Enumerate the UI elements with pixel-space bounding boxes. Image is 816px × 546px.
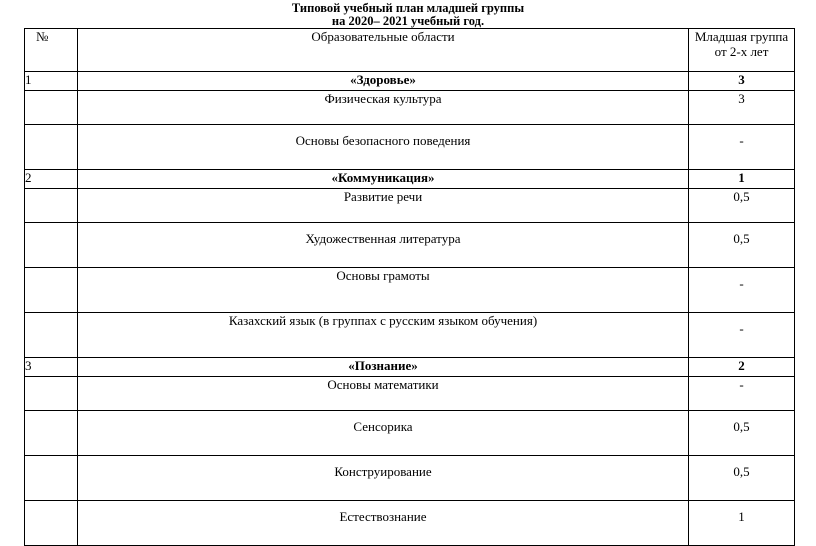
subject-name: Конструирование	[78, 456, 689, 501]
subject-name: Основы безопасного поведения	[78, 125, 689, 170]
section-number: 3	[25, 358, 78, 377]
empty-cell	[25, 189, 78, 223]
header-areas: Образовательные области	[78, 29, 689, 72]
subject-value: -	[689, 268, 795, 313]
table-row	[25, 268, 795, 313]
subject-name: Основы грамоты	[78, 268, 689, 313]
table-row	[25, 313, 795, 358]
section-number: 2	[25, 170, 78, 189]
section-value: 3	[689, 72, 795, 91]
subject-value: 0,5	[689, 456, 795, 501]
section-value: 1	[689, 170, 795, 189]
subject-value: 0,5	[689, 411, 795, 456]
document-title	[0, 2, 816, 28]
section-row-cognition	[25, 358, 795, 377]
title-line-1: Типовой учебный план младшей группы	[291, 1, 525, 15]
section-number: 1	[25, 72, 78, 91]
subject-value: 0,5	[689, 223, 795, 268]
empty-cell	[25, 313, 78, 358]
section-row-communication	[25, 170, 795, 189]
empty-cell	[25, 377, 78, 411]
table-row	[25, 411, 795, 456]
table-row	[25, 223, 795, 268]
subject-value: 3	[689, 91, 795, 125]
header-number: №	[25, 29, 78, 72]
subject-name: Художественная литература	[78, 223, 689, 268]
empty-cell	[25, 91, 78, 125]
empty-cell	[25, 456, 78, 501]
title-line-2: на 2020– 2021 учебный год.	[331, 14, 485, 28]
empty-cell	[25, 411, 78, 456]
empty-cell	[25, 501, 78, 546]
subject-name: Естествознание	[78, 501, 689, 546]
empty-cell	[25, 223, 78, 268]
curriculum-table	[24, 28, 795, 546]
empty-cell	[25, 125, 78, 170]
header-group-line-1: Младшая группа	[694, 29, 789, 44]
table-row	[25, 91, 795, 125]
subject-value: 0,5	[689, 189, 795, 223]
subject-name: Казахский язык (в группах с русским языком обучения)	[78, 313, 689, 358]
header-group	[689, 29, 795, 72]
header-group-line-2: от 2-х лет	[714, 44, 769, 59]
subject-value: -	[689, 125, 795, 170]
section-row-health	[25, 72, 795, 91]
table-row	[25, 501, 795, 546]
subject-value: -	[689, 313, 795, 358]
section-value: 2	[689, 358, 795, 377]
table-row	[25, 377, 795, 411]
table-row	[25, 125, 795, 170]
subject-name: Сенсорика	[78, 411, 689, 456]
table-row	[25, 456, 795, 501]
subject-name: Основы математики	[78, 377, 689, 411]
subject-name: Развитие речи	[78, 189, 689, 223]
subject-name: Физическая культура	[78, 91, 689, 125]
table-row	[25, 189, 795, 223]
empty-cell	[25, 268, 78, 313]
subject-value: -	[689, 377, 795, 411]
section-name: «Познание»	[78, 358, 689, 377]
subject-value: 1	[689, 501, 795, 546]
section-name: «Здоровье»	[78, 72, 689, 91]
table-header-row	[25, 29, 795, 72]
section-name: «Коммуникация»	[78, 170, 689, 189]
